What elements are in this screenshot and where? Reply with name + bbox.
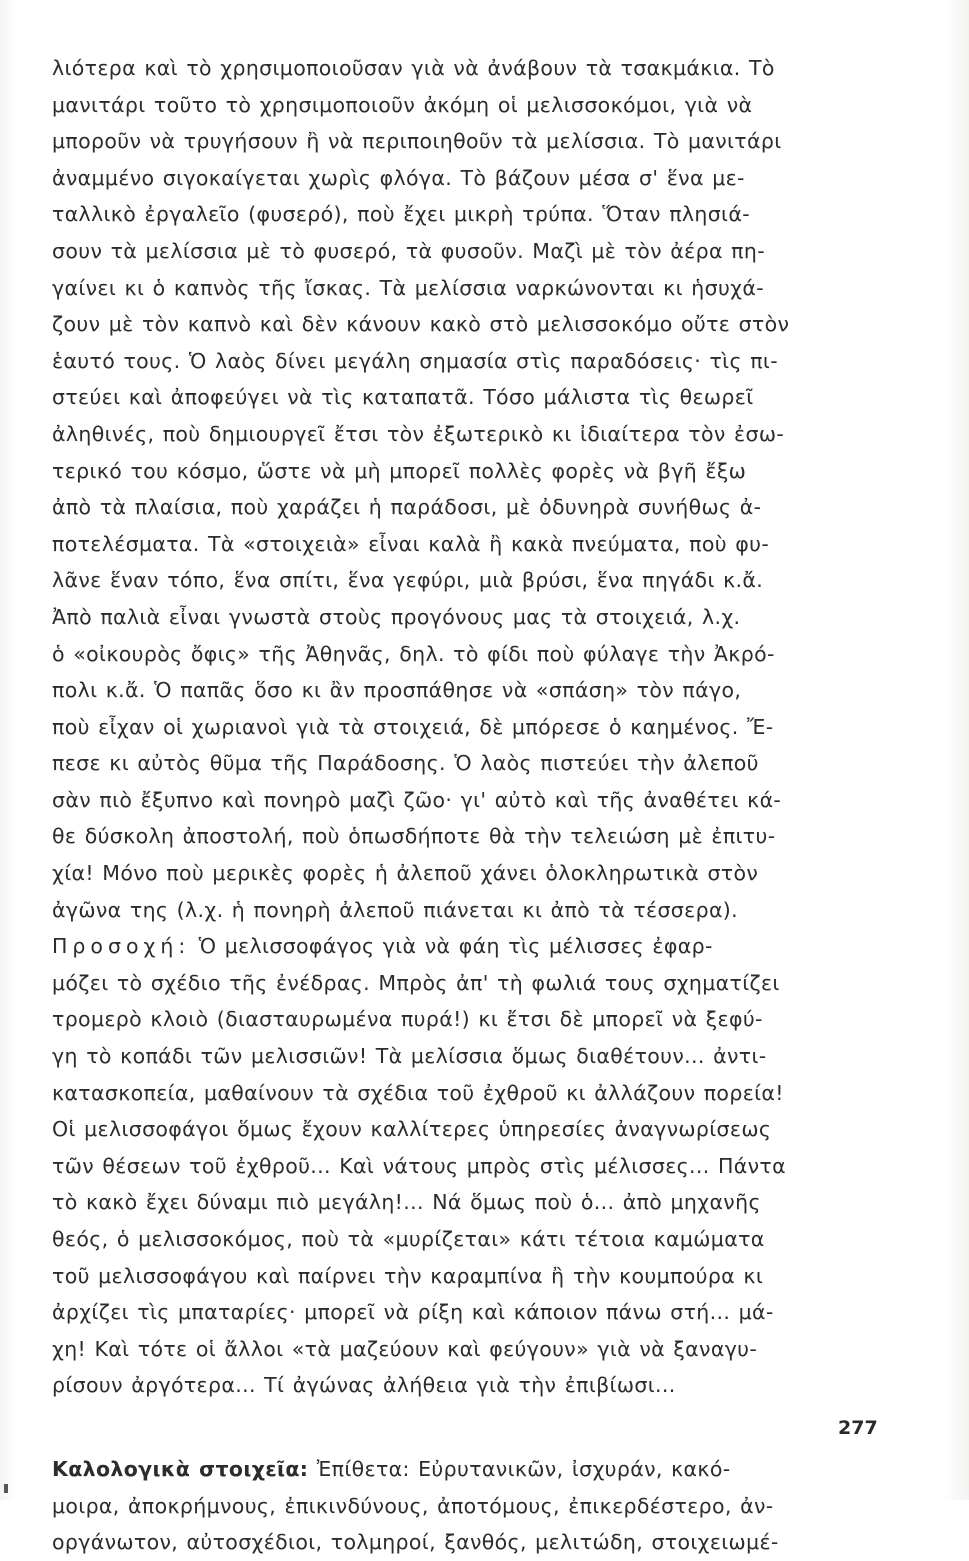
text-line: τρομερὸ κλοιὸ (διασταυρωμένα πυρά!) κι ἔτσι δὲ μπορεῖ νὰ ξεφύ- [52, 1007, 763, 1032]
text-line: ἀρχίζει τὶς μπαταρίες· μπορεῖ νὰ ρίξη καὶ κάποιον πάνω στή... μά- [52, 1300, 774, 1325]
text-line: σὰν πιὸ ἔξυπνο καὶ πονηρὸ μαζὶ ζῶο· γι' αὐτὸ καὶ τῆς ἀναθέτει κά- [52, 787, 782, 812]
text-line: γη τὸ κοπάδι τῶν μελισσιῶν! Τὰ μελίσσια ὅμως διαθέτουν... ἀντι- [52, 1044, 767, 1069]
kalologika-label: Καλολογικὰ στοιχεῖα: [52, 1456, 309, 1481]
text-line: στεύει καὶ ἀποφεύγει νὰ τὶς καταπατᾶ. Τόσο μάλιστα τὶς θεωρεῖ [52, 385, 754, 410]
text-line: τοῦ μελισσοφάγου καὶ παίρνει τὴν καραμπίνα ἢ τὴν κουμπούρα κι [52, 1263, 764, 1288]
scan-mark [4, 1484, 8, 1493]
text-line: χία! Μόνο ποὺ μερικὲς φορὲς ἡ ἀλεποῦ χάνει ὁλοκληρωτικὰ στὸν [52, 861, 759, 886]
text-line: μοιρα, ἀποκρήμνους, ἐπικινδύνους, ἀποτόμους, ἐπικερδέστερο, ἀν- [52, 1493, 774, 1518]
text-line: λιότερα καὶ τὸ χρησιμοποιοῦσαν γιὰ νὰ ἀνάβουν τὰ τσακμάκια. Τὸ [52, 56, 775, 80]
kalologika-line [52, 1451, 902, 1488]
text-line: ἀληθινές, ποὺ δημιουργεῖ ἔτσι τὸν ἐξωτερικὸ κι ἰδιαίτερα τὸν ἐσω- [52, 421, 785, 446]
paragraph-gap [52, 1404, 902, 1451]
text-line: ποτελέσματα. Τὰ «στοιχειὰ» εἶναι καλὰ ἢ κακὰ πνεύματα, ποὺ φυ- [52, 531, 770, 556]
text-line: τερικό του κόσμο, ὥστε νὰ μὴ μπορεῖ πολλὲς φορὲς νὰ βγῆ ἔξω [52, 458, 747, 483]
text-line: πεσε κι αὐτὸς θῦμα τῆς Παράδοσης. Ὁ λαὸς πιστεύει τὴν ἀλεποῦ [52, 751, 759, 776]
text-line: πολι κ.ἄ. Ὁ παπᾶς ὅσο κι ἂν προσπάθησε νὰ «σπάση» τὸν πάγο, [52, 678, 742, 703]
text-line: ἀγῶνα της (λ.χ. ἡ πονηρὴ ἀλεποῦ πιάνεται κι ἀπὸ τὰ τέσσερα). [52, 897, 739, 922]
text-line: τῶν θέσεων τοῦ ἐχθροῦ... Καὶ νάτους μπρὸς στὶς μέλισσες... Πάντα [52, 1153, 786, 1178]
text-line: ἀπὸ τὰ πλαίσια, ποὺ χαράζει ἡ παράδοσι, μὲ ὀδυνηρὰ συνήθως ἀ- [52, 495, 762, 520]
text-line: οργάνωτον, αὐτοσχέδιοι, τολμηροί, ξανθός, μελιτώδη, στοιχειωμέ- [52, 1530, 779, 1555]
text-line: ποὺ εἶχαν οἱ χωριανοὶ γιὰ τὰ στοιχειά, δὲ μπόρεσε ὁ καημένος. Ἔ- [52, 714, 774, 739]
text-line: Οἱ μελισσοφάγοι ὅμως ἔχουν καλλίτερες ὑπηρεσίες ἀναγνωρίσεως [52, 1117, 772, 1142]
text-line: Ἀπὸ παλιὰ εἶναι γνωστὰ στοὺς προγόνους μας τὰ στοιχειά, λ.χ. [52, 604, 741, 629]
text-line: ἑαυτό τους. Ὁ λαὸς δίνει μεγάλη σημασία στὶς παραδόσεις· τὶς πι- [52, 348, 778, 373]
text-line: γαίνει κι ὁ καπνὸς τῆς ἴσκας. Τὰ μελίσσια ναρκώνονται κι ἡσυχά- [52, 275, 764, 300]
text-line: μποροῦν νὰ τρυγήσουν ἢ νὰ περιποιηθοῦν τὰ μελίσσια. Τὸ μανιτάρι [52, 129, 782, 154]
prosochi-line [52, 928, 902, 965]
text-line: μανιτάρι τοῦτο τὸ χρησιμοποιοῦν ἀκόμη οἱ μελισσοκόμοι, γιὰ νὰ [52, 92, 753, 117]
prosochi-label: Προσοχή: [52, 934, 191, 959]
text-line: θε δύσκολη ἀποστολή, ποὺ ὁπωσδήποτε θὰ τὴν τελειώση μὲ ἐπιτυ- [52, 824, 776, 849]
kalologika-text: Ἐπίθετα: Εὐρυτανικῶν, ἰσχυράν, κακό- [316, 1456, 731, 1481]
body-text [52, 50, 902, 1561]
text-line: ταλλικὸ ἐργαλεῖο (φυσερό), ποὺ ἔχει μικρὴ τρύπα. Ὅταν πλησιά- [52, 202, 750, 227]
text-line: ἀναμμένο σιγοκαίγεται χωρὶς φλόγα. Τὸ βάζουν μέσα σ' ἕνα με- [52, 165, 745, 190]
prosochi-text: Ὁ μελισσοφάγος γιὰ νὰ φάη τὶς μέλισσες ἐφαρ- [198, 934, 713, 959]
text-line: χη! Καὶ τότε οἱ ἄλλοι «τὰ μαζεύουν καὶ φεύγουν» γιὰ νὰ ξαναγυ- [52, 1336, 758, 1361]
text-line: τὸ κακὸ ἔχει δύναμι πιὸ μεγάλη!... Νά ὅμως ποὺ ὁ... ἀπὸ μηχανῆς [52, 1190, 761, 1215]
text-line: λᾶνε ἕναν τόπο, ἕνα σπίτι, ἕνα γεφύρι, μιὰ βρύσι, ἕνα πηγάδι κ.ἄ. [52, 568, 764, 593]
text-line: ζουν μὲ τὸν καπνὸ καὶ δὲν κάνουν κακὸ στὸ μελισσοκόμο οὔτε στὸν [52, 312, 790, 337]
text-line: σουν τὰ μελίσσια μὲ τὸ φυσερό, τὰ φυσοῦν. Μαζὶ μὲ τὸν ἀέρα πη- [52, 238, 765, 263]
text-line: κατασκοπεία, μαθαίνουν τὰ σχέδια τοῦ ἐχθροῦ κι ἀλλάζουν πορεία! [52, 1080, 784, 1105]
text-line: ρίσουν ἀργότερα... Τί ἀγώνας ἀλήθεια γιὰ τὴν ἐπιβίωσι... [52, 1373, 676, 1398]
page-number: 277 [838, 1417, 878, 1439]
text-line: θεός, ὁ μελισσοκόμος, ποὺ τὰ «μυρίζεται» κάτι τέτοια καμώματα [52, 1227, 765, 1251]
text-line: μόζει τὸ σχέδιο τῆς ἐνέδρας. Μπρὸς ἀπ' τὴ φωλιά τους σχηματίζει [52, 970, 780, 995]
text-line: ὁ «οἰκουρὸς ὄφις» τῆς Ἀθηνᾶς, δηλ. τὸ φίδι ποὺ φύλαγε τὴν Ἀκρό- [52, 641, 775, 666]
